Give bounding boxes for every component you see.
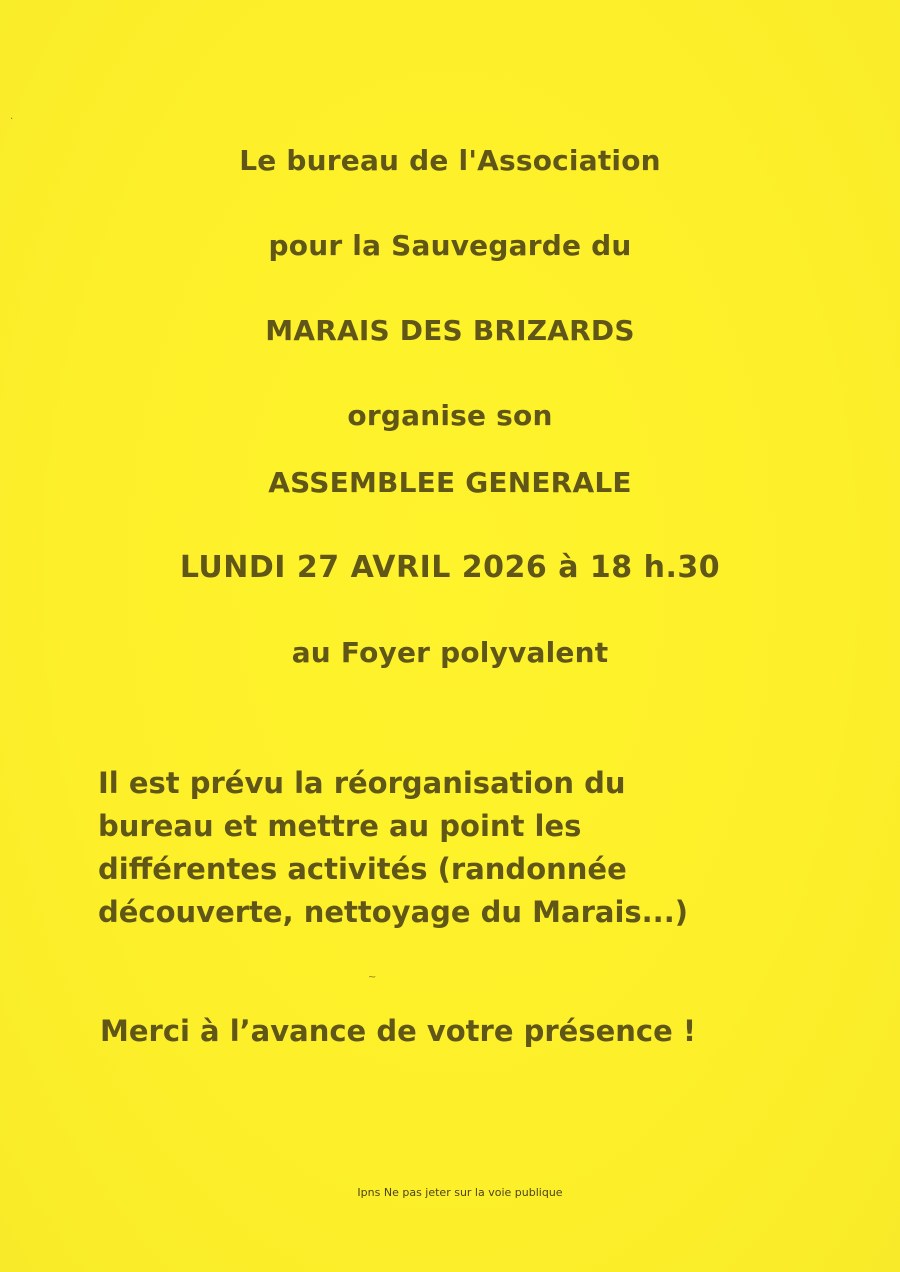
agenda-paragraph xyxy=(98,762,858,934)
paper-speck: · xyxy=(10,114,14,125)
event-title: ASSEMBLEE GENERALE xyxy=(268,466,632,499)
paper-speck: ~ xyxy=(368,972,377,983)
association-purpose-line: pour la Sauvegarde du xyxy=(268,229,632,262)
footer-notice: Ipns Ne pas jeter sur la voie publique xyxy=(357,1186,563,1199)
agenda-line: bureau et mettre au point les xyxy=(98,809,582,843)
association-bureau-line: Le bureau de l'Association xyxy=(239,144,661,177)
agenda-line: Il est prévu la réorganisation du xyxy=(98,766,626,800)
agenda-line: différentes activités (randonnée xyxy=(98,852,627,886)
event-date-time: LUNDI 27 AVRIL 2026 à 18 h.30 xyxy=(179,550,721,585)
agenda-line: découverte, nettoyage du Marais...) xyxy=(98,895,688,929)
organizes-line: organise son xyxy=(347,399,553,432)
association-name: MARAIS DES BRIZARDS xyxy=(265,314,635,347)
thanks-message: Merci à l’avance de votre présence ! xyxy=(100,1014,697,1048)
event-location: au Foyer polyvalent xyxy=(291,636,609,669)
